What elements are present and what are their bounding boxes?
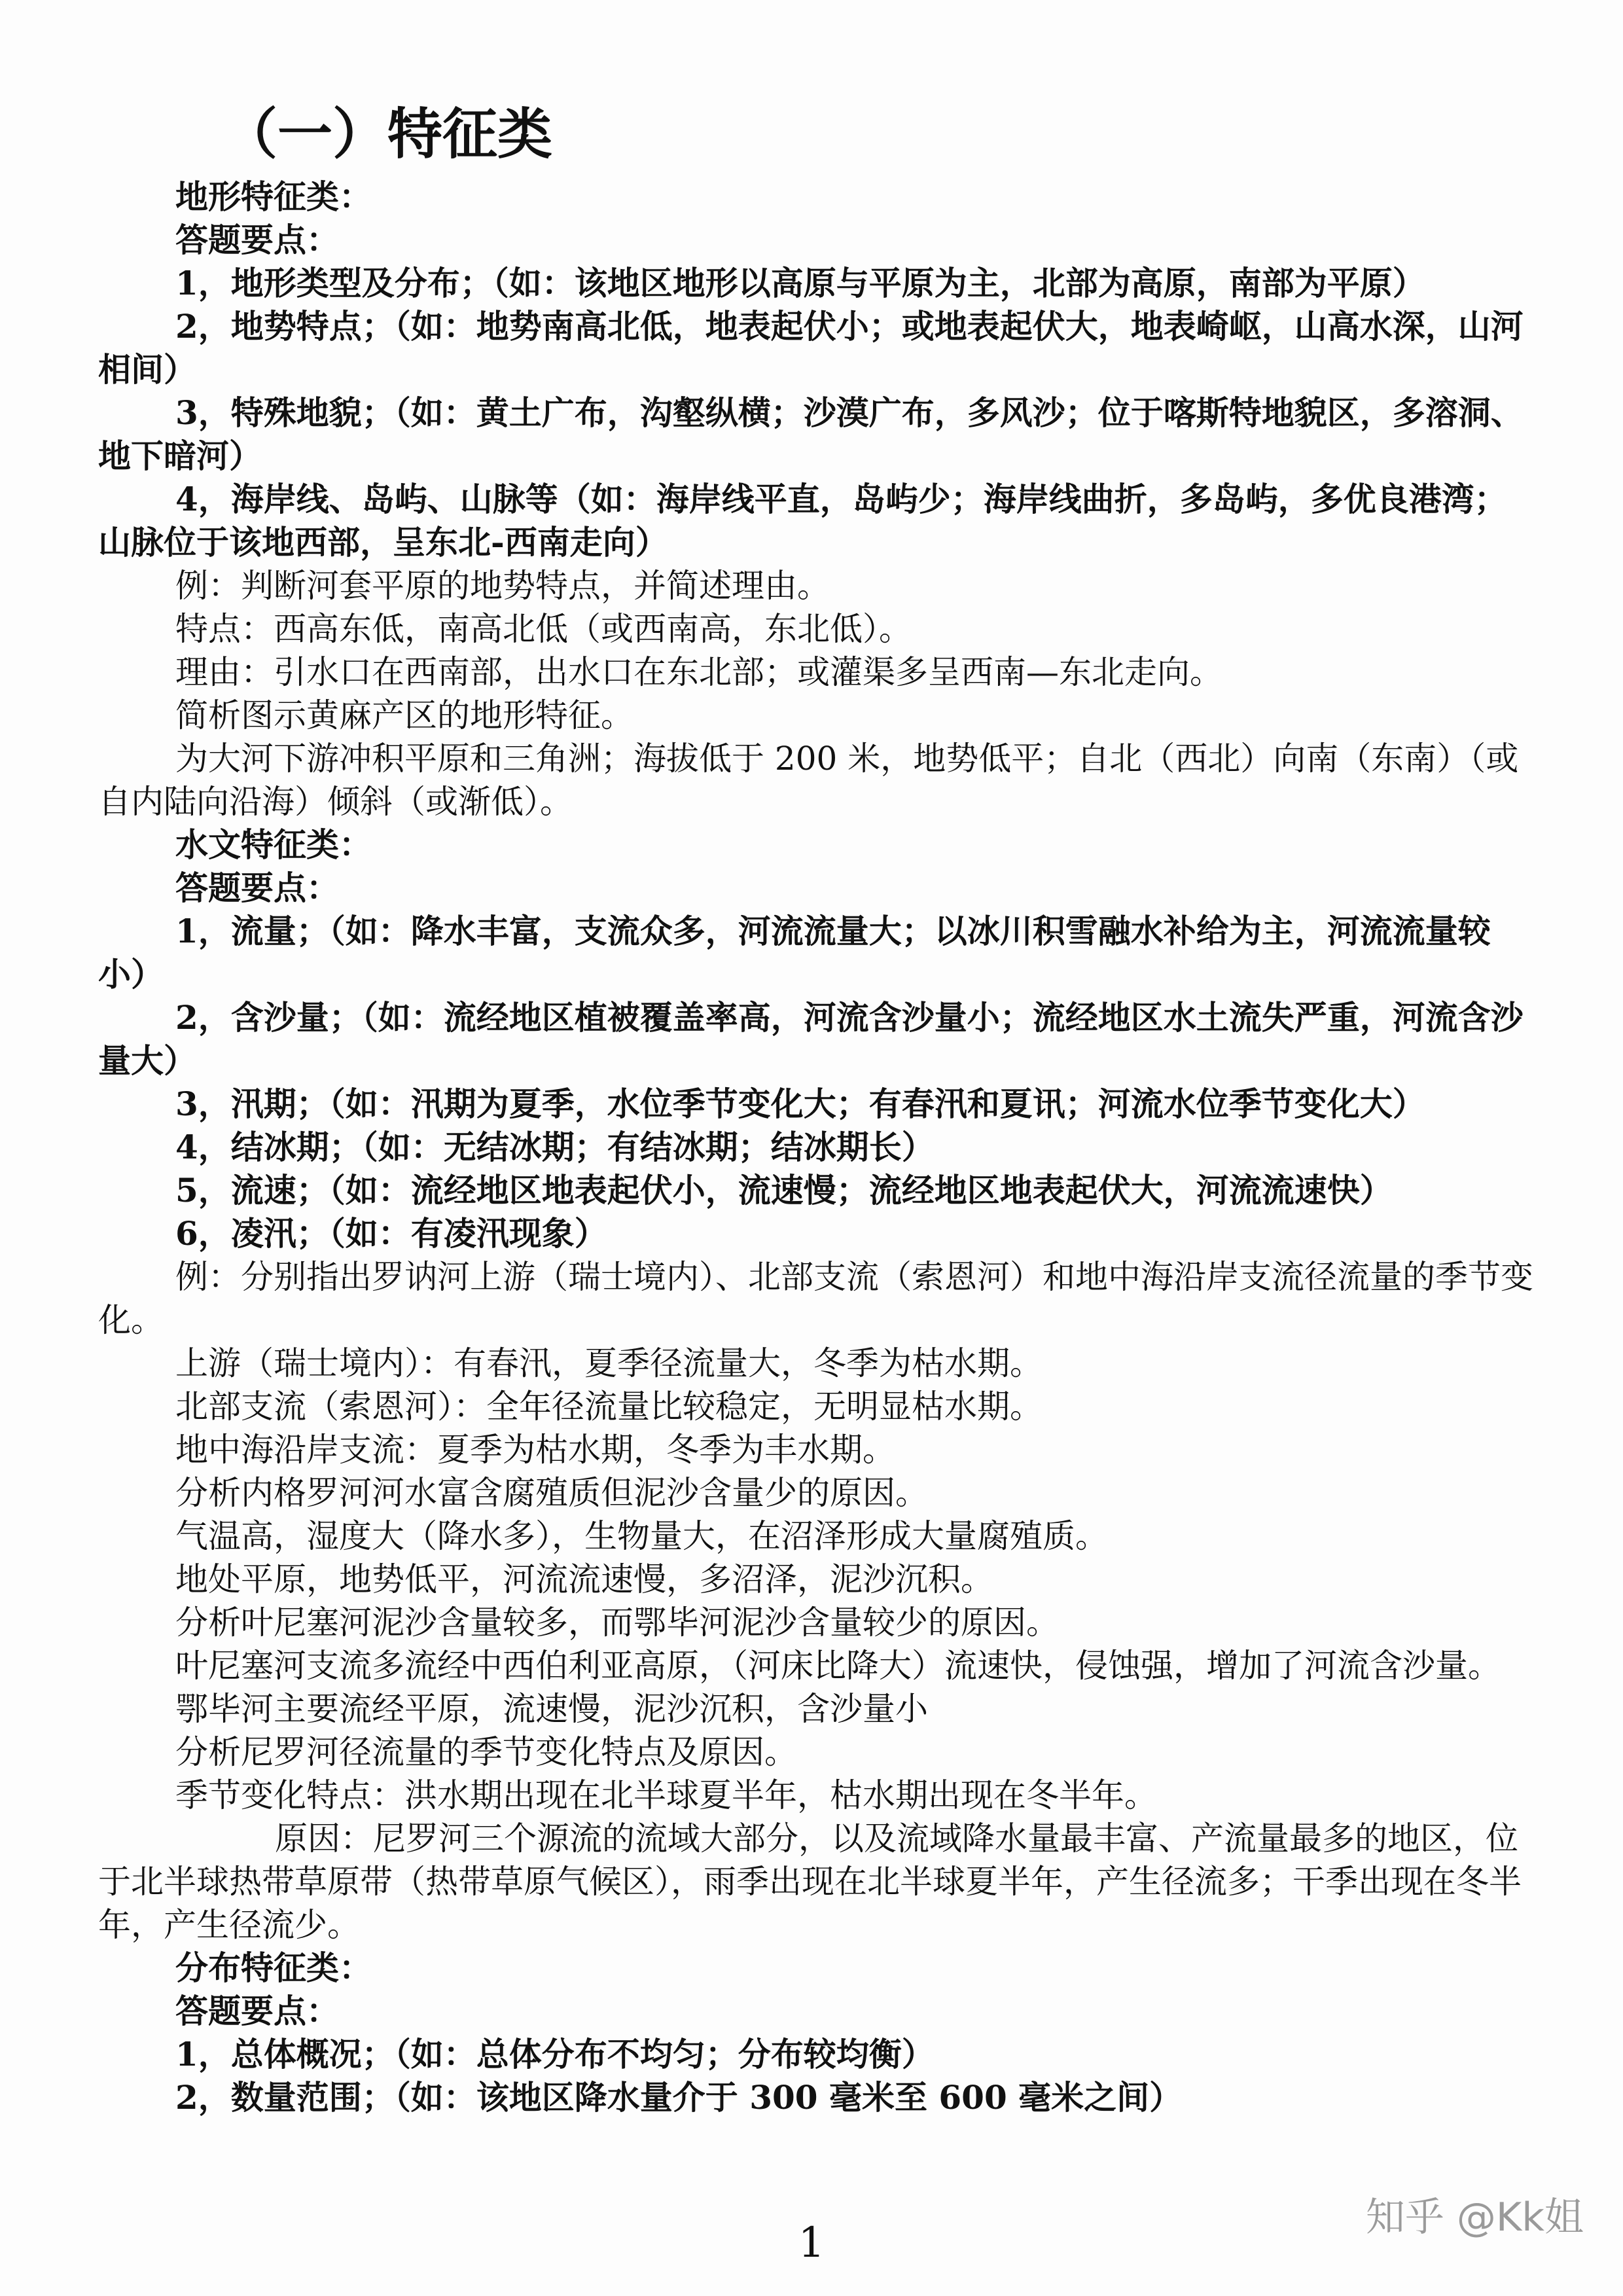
text-line: 分布特征类： bbox=[175, 1948, 372, 1987]
text-line: 分析尼罗河径流量的季节变化特点及原因。 bbox=[175, 1733, 797, 1771]
text-line: 例：判断河套平原的地势特点，并简述理由。 bbox=[175, 567, 830, 605]
text-line: 1，地形类型及分布；（如：该地区地形以高原与平原为主，北部为高原，南部为平原） bbox=[175, 264, 1425, 302]
text-line: 北部支流（索恩河）：全年径流量比较稳定，无明显枯水期。 bbox=[175, 1388, 1043, 1426]
text-line: 3，汛期；（如：汛期为夏季，水位季节变化大；有春汛和夏讯；河流水位季节变化大） bbox=[175, 1085, 1425, 1123]
text-line: 2，数量范围；（如：该地区降水量介于 300 毫米至 600 毫米之间） bbox=[175, 2078, 1183, 2117]
text-line: 理由：引水口在西南部，出水口在东北部；或灌渠多呈西南—东北走向。 bbox=[175, 653, 1222, 691]
watermark: 知乎 @Kk姐 bbox=[1365, 2195, 1584, 2240]
text-line: 答题要点： bbox=[175, 221, 339, 259]
text-line: 5，流速；（如：流经地区地表起伏小，流速慢；流经地区地表起伏大，河流流速快） bbox=[175, 1171, 1393, 1210]
text-line: 鄂毕河主要流经平原，流速慢，泥沙沉积，含沙量小 bbox=[175, 1690, 928, 1728]
text-line: 答题要点： bbox=[175, 869, 339, 907]
text-line: 分析内格罗河河水富含腐殖质但泥沙含量少的原因。 bbox=[175, 1474, 928, 1512]
text-lines bbox=[98, 175, 1538, 2119]
text-line: 例：分别指出罗讷河上游（瑞士境内）、北部支流（索恩河）和地中海沿岸支流径流量的季节变化。 bbox=[98, 1258, 1533, 1339]
text-line: 1，总体概况；（如：总体分布不均匀；分布较均衡） bbox=[175, 2035, 935, 2073]
document-body bbox=[98, 98, 1538, 2119]
text-line: 分析叶尼塞河泥沙含量较多，而鄂毕河泥沙含量较少的原因。 bbox=[175, 1604, 1059, 1641]
text-line: 上游（瑞士境内）：有春汛，夏季径流量大，冬季为枯水期。 bbox=[175, 1344, 1043, 1382]
text-line: 4，结冰期；（如：无结冰期；有结冰期；结冰期长） bbox=[175, 1128, 935, 1166]
text-line: 1，流量；（如：降水丰富，支流众多，河流流量大；以冰川积雪融水补给为主，河流流量较小） bbox=[98, 912, 1491, 994]
page-title: （一）特征类 bbox=[223, 102, 553, 166]
page-number: 1 bbox=[798, 2219, 825, 2267]
text-line: 答题要点： bbox=[175, 1992, 339, 2030]
text-line: 地处平原，地势低平，河流流速慢，多沼泽，泥沙沉积。 bbox=[175, 1560, 993, 1598]
text-line: 简析图示黄麻产区的地形特征。 bbox=[175, 696, 633, 734]
text-line: 为大河下游冲积平原和三角洲；海拔低于 200 米，地势低平；自北（西北）向南（东南）（或自内陆向沿海）倾斜（或渐低）。 bbox=[98, 740, 1519, 821]
text-line: 3，特殊地貌；（如：黄土广布，沟壑纵横；沙漠广布，多风沙；位于喀斯特地貌区，多溶洞、地下暗河） bbox=[98, 393, 1524, 475]
text-line: 叶尼塞河支流多流经中西伯利亚高原，（河床比降大）流速快，侵蚀强，增加了河流含沙量。 bbox=[175, 1647, 1501, 1685]
text-line: 4，海岸线、岛屿、山脉等（如：海岸线平直，岛屿少；海岸线曲折，多岛屿，多优良港湾；山脉位于该地西部，呈东北-西南走向） bbox=[98, 480, 1507, 562]
text-line: 水文特征类： bbox=[175, 825, 372, 864]
text-line: 地形特征类： bbox=[175, 177, 372, 216]
text-line: 特点：西高东低，南高北低（或西南高，东北低）。 bbox=[175, 610, 912, 648]
text-line: 季节变化特点：洪水期出现在北半球夏半年，枯水期出现在冬半年。 bbox=[175, 1776, 1157, 1814]
text-line: 2，含沙量；（如：流经地区植被覆盖率高，河流含沙量小；流经地区水土流失严重，河流含沙量大） bbox=[98, 998, 1524, 1080]
text-line: 气温高，湿度大（降水多），生物量大，在沼泽形成大量腐殖质。 bbox=[175, 1517, 1108, 1555]
text-line: 6，凌汛；（如：有凌汛现象） bbox=[175, 1214, 607, 1253]
text-line: 原因：尼罗河三个源流的流域大部分，以及流域降水量最丰富、产流量最多的地区，位于北半球热带草原带（热带草原气候区），雨季出现在北半球夏半年，产生径流多；干季出现在冬半年，产生径流少。 bbox=[98, 1820, 1522, 1944]
text-line: 地中海沿岸支流：夏季为枯水期，冬季为丰水期。 bbox=[175, 1431, 895, 1469]
text-line: 2，地势特点；（如：地势南高北低，地表起伏小；或地表起伏大，地表崎岖，山高水深，山河相间） bbox=[98, 307, 1524, 389]
